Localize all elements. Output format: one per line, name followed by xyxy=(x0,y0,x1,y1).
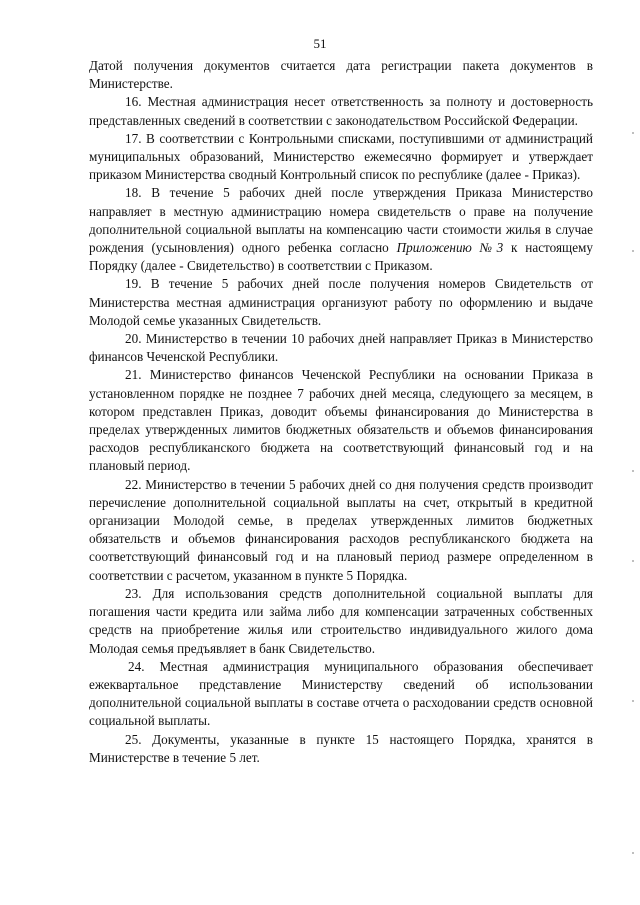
appendix-reference: Приложению №3 xyxy=(396,240,504,256)
document-body xyxy=(89,57,593,767)
paragraph-17: 17. В соответствии с Контрольными списками, поступившими от администраций муниципальных образований, Министерство ежемесячно формирует и утверждает приказом Министерства сводный Контрольный список по республике (далее - Приказ). xyxy=(89,130,593,183)
paragraph-23: 23. Для использования средств дополнительной социальной выплаты для погашения части кредита или займа либо для компенсации затраченных собственных средств на приобретение жилья или строительство индивидуального жилого дома Молодая семья предъявляет в банк Свидетельство. xyxy=(89,585,593,656)
page-number: 51 xyxy=(313,36,327,51)
paragraph-18-text-end: к настоящему Порядку (далее - Свидетельство) в соответствии с Приказом. xyxy=(89,240,593,274)
paragraph-continuation: Датой получения документов считается дата регистрации пакета документов в Министерстве. xyxy=(89,58,593,92)
paragraph-20: 20. Министерство в течении 10 рабочих дней направляет Приказ в Министерство финансов Чеченской Республики. xyxy=(89,331,593,365)
scan-speck xyxy=(632,560,634,562)
scan-speck xyxy=(632,470,634,472)
paragraph-24: 24. Местная администрация муниципального образования обеспечивает ежеквартальное представление Министерству сведений об использовании дополнительной социальной выплаты в составе отчета о расходовании средств основной социальной выплаты. xyxy=(89,658,593,729)
scan-speck xyxy=(632,852,634,854)
paragraph-22: 22. Министерство в течении 5 рабочих дней со дня получения средств производит перечисление дополнительной социальной выплаты на счет, открытый в кредитной организации Молодой семье, в пределах утвержденных лимитов бюджетных обязательств и объемов финансирования расходов республиканского бюджета на соответствующий финансовый год и на плановый период размере определенном в соответствии с расчетом, указанном в пункте 5 Порядка. xyxy=(89,476,593,583)
paragraph-18-text-start: 18. В течение 5 рабочих дней после утверждения Приказа Министерство направляет в местную администрацию номера свидетельств о праве на получение дополнительной социальной выплаты на компенсацию части стоимости жилья в случае рождения (усыновления) одного ребенка согласно xyxy=(89,185,593,256)
paragraph-16: 16. Местная администрация несет ответственность за полноту и достоверность представленных сведений в соответствии с законодательством Российской Федерации. xyxy=(89,94,593,128)
paragraph-21: 21. Министерство финансов Чеченской Республики на основании Приказа в установленном порядке не позднее 7 рабочих дней месяца, следующего за месяцем, в котором представлен Приказ, доводит объемы финансирования до Министерства в пределах утвержденных лимитов бюджетных обязательств и объемов финансирования расходов республиканского бюджета на соответствующий финансовый год и на плановый период. xyxy=(89,367,593,474)
paragraph-18 xyxy=(89,184,593,275)
paragraph-25: 25. Документы, указанные в пункте 15 настоящего Порядка, хранятся в Министерстве в течение 5 лет. xyxy=(89,731,593,765)
scan-speck xyxy=(632,132,634,134)
scan-margin-marks xyxy=(620,0,640,905)
scan-speck xyxy=(632,700,634,702)
scan-speck xyxy=(632,250,634,252)
paragraph-19: 19. В течение 5 рабочих дней после получения номеров Свидетельств от Министерства местная администрация организуют работу по оформлению и выдаче Молодой семье указанных Свидетельств. xyxy=(89,276,593,328)
